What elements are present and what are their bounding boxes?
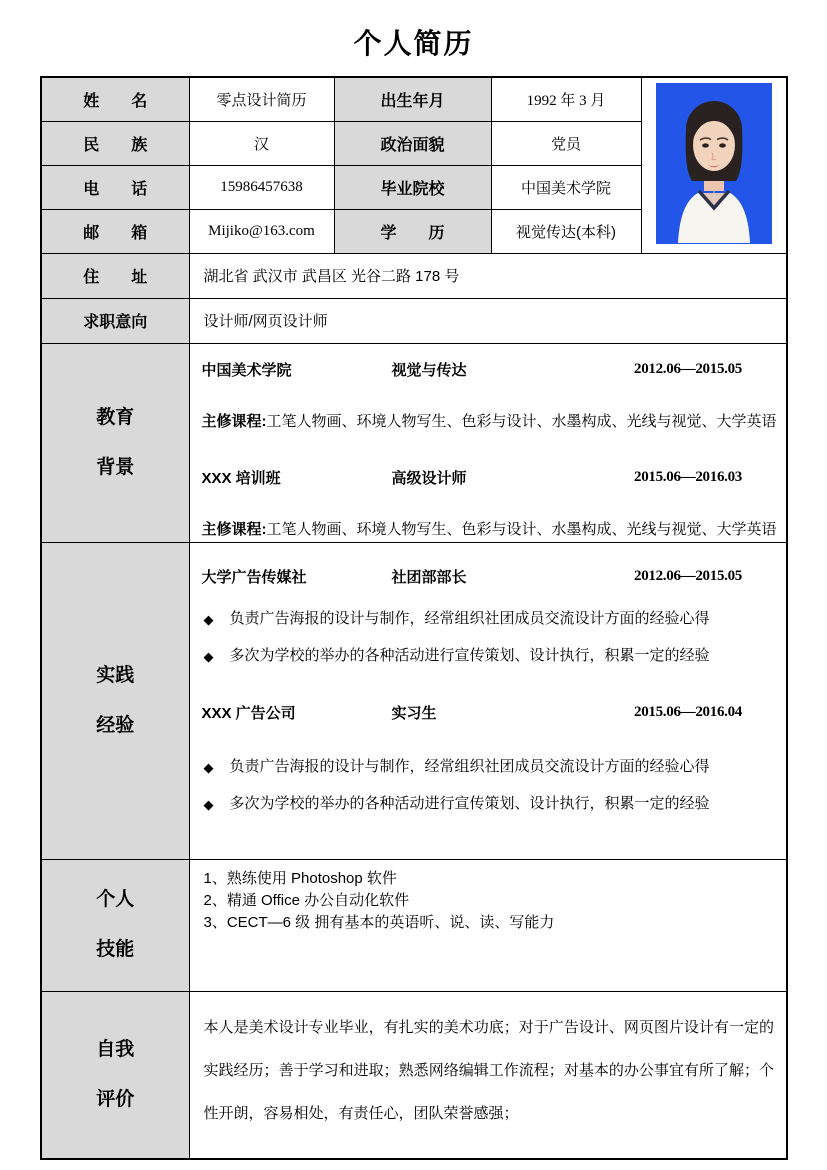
school-label: 毕业院校 (334, 165, 491, 209)
education-entry-1-period: 2012.06—2015.05 (634, 361, 743, 377)
photo-cell (641, 77, 787, 253)
practice-entry-2-role: 实习生 (391, 705, 437, 722)
row-address (41, 253, 787, 298)
self-evaluation-content (189, 991, 787, 1159)
education-label-line1: 教育 (96, 406, 135, 428)
political-status-value: 党员 (491, 121, 641, 165)
practice-content (189, 542, 787, 859)
name-value: 零点设计简历 (189, 77, 334, 121)
id-photo (656, 83, 772, 244)
bullet-text: 多次为学校的举办的各种活动进行宣传策划、设计执行，积累一定的经验 (229, 794, 710, 812)
practice-entry-2-period: 2015.06—2016.04 (634, 704, 743, 720)
skill-item-2: 2、精通 Office 办公自动化软件 (203, 891, 410, 909)
self-evaluation-text: 本人是美术设计专业毕业，有扎实的美术功底；对于广告设计、网页图片设计有一定的实践经历；善于学习和进取；熟悉网络编辑工作流程；对基本的办公事宜有所了解；个性开朗，容易相处，有责任心，团队荣誉感强； (203, 1018, 774, 1122)
education-entry-1-courses (190, 410, 787, 434)
bullet-item (190, 755, 787, 780)
skills-content (189, 859, 787, 991)
row-practice (41, 542, 787, 859)
practice-entry-1-org: 大学广告传媒社 (201, 569, 307, 586)
row-job-intention (41, 298, 787, 343)
page-title: 个人简历 (353, 28, 474, 59)
education-entry-1-role: 视觉与传达 (391, 362, 467, 379)
political-status-label: 政治面貌 (334, 121, 491, 165)
courses-text: 工笔人物画、环境人物写生、色彩与设计、水墨构成、光线与视觉、大学英语 (266, 412, 777, 430)
self-evaluation-label-line1: 自我 (96, 1038, 135, 1060)
row-skills (41, 859, 787, 991)
school-value: 中国美术学院 (491, 165, 641, 209)
practice-entry-1-header (190, 563, 787, 591)
skill-item-1: 1、熟练使用 Photoshop 软件 (203, 869, 397, 887)
skill-item-3: 3、CECT—6 级 拥有基本的英语听、说、读、写能力 (203, 913, 555, 931)
education-section-label (41, 343, 189, 542)
bullet-text: 负责广告海报的设计与制作，经常组织社团成员交流设计方面的经验心得 (229, 757, 710, 775)
birthdate-value: 1992 年 3 月 (491, 77, 641, 121)
practice-entry-1-bullets (190, 607, 787, 669)
education-content (189, 343, 787, 542)
bullet-item (190, 792, 787, 817)
birthdate-label: 出生年月 (334, 77, 491, 121)
education-label-line2: 背景 (96, 456, 135, 478)
practice-label-line2: 经验 (96, 714, 135, 736)
ethnicity-label: 民 族 (41, 121, 189, 165)
phone-label: 电 话 (41, 165, 189, 209)
education-entry-1-header (190, 356, 787, 384)
courses-label: 主修课程: (201, 412, 267, 430)
self-evaluation-section-label (41, 991, 189, 1159)
name-label: 姓 名 (41, 77, 189, 121)
education-entry-2-org: XXX 培训班 (201, 470, 281, 487)
job-intention-label: 求职意向 (41, 298, 189, 343)
diamond-bullet-icon: ◆ (203, 648, 214, 664)
practice-entry-1-period: 2012.06—2015.05 (634, 568, 743, 584)
degree-value: 视觉传达(本科) (491, 209, 641, 253)
practice-entry-2-header (190, 699, 787, 727)
practice-section-label (41, 542, 189, 859)
diamond-bullet-icon: ◆ (203, 611, 214, 627)
practice-label-line1: 实践 (96, 664, 135, 686)
practice-entry-2-org: XXX 广告公司 (201, 705, 296, 722)
bullet-item (190, 607, 787, 632)
courses-text: 工笔人物画、环境人物写生、色彩与设计、水墨构成、光线与视觉、大学英语 (266, 520, 777, 538)
ethnicity-value: 汉 (189, 121, 334, 165)
bullet-text: 多次为学校的举办的各种活动进行宣传策划、设计执行，积累一定的经验 (229, 646, 710, 664)
education-entry-2-courses (190, 518, 787, 542)
email-value: Mijiko@163.com (189, 209, 334, 253)
bullet-text: 负责广告海报的设计与制作，经常组织社团成员交流设计方面的经验心得 (229, 609, 710, 627)
skills-section-label (41, 859, 189, 991)
skills-label-line1: 个人 (96, 889, 135, 910)
skills-label-line2: 技能 (96, 939, 135, 960)
resume-table (40, 76, 788, 1160)
education-entry-1-org: 中国美术学院 (201, 362, 292, 379)
degree-label: 学 历 (334, 209, 491, 253)
phone-value: 15986457638 (189, 165, 334, 209)
row-self-evaluation (41, 991, 787, 1159)
diamond-bullet-icon: ◆ (203, 759, 214, 775)
diamond-bullet-icon: ◆ (203, 796, 214, 812)
address-label: 住 址 (41, 253, 189, 298)
practice-entry-2-bullets (190, 755, 787, 817)
bullet-item (190, 644, 787, 669)
self-evaluation-label-line2: 评价 (96, 1088, 135, 1110)
row-education (41, 343, 787, 542)
practice-entry-1-role: 社团部部长 (391, 569, 467, 586)
education-entry-2-header (190, 464, 787, 492)
courses-label: 主修课程: (201, 520, 267, 538)
education-entry-2-role: 高级设计师 (391, 470, 467, 487)
row-name-birth (41, 77, 787, 121)
email-label: 邮 箱 (41, 209, 189, 253)
education-entry-2-period: 2015.06—2016.03 (634, 469, 743, 485)
address-value: 湖北省 武汉市 武昌区 光谷二路 178 号 (189, 253, 787, 298)
job-intention-value: 设计师/网页设计师 (189, 298, 787, 343)
